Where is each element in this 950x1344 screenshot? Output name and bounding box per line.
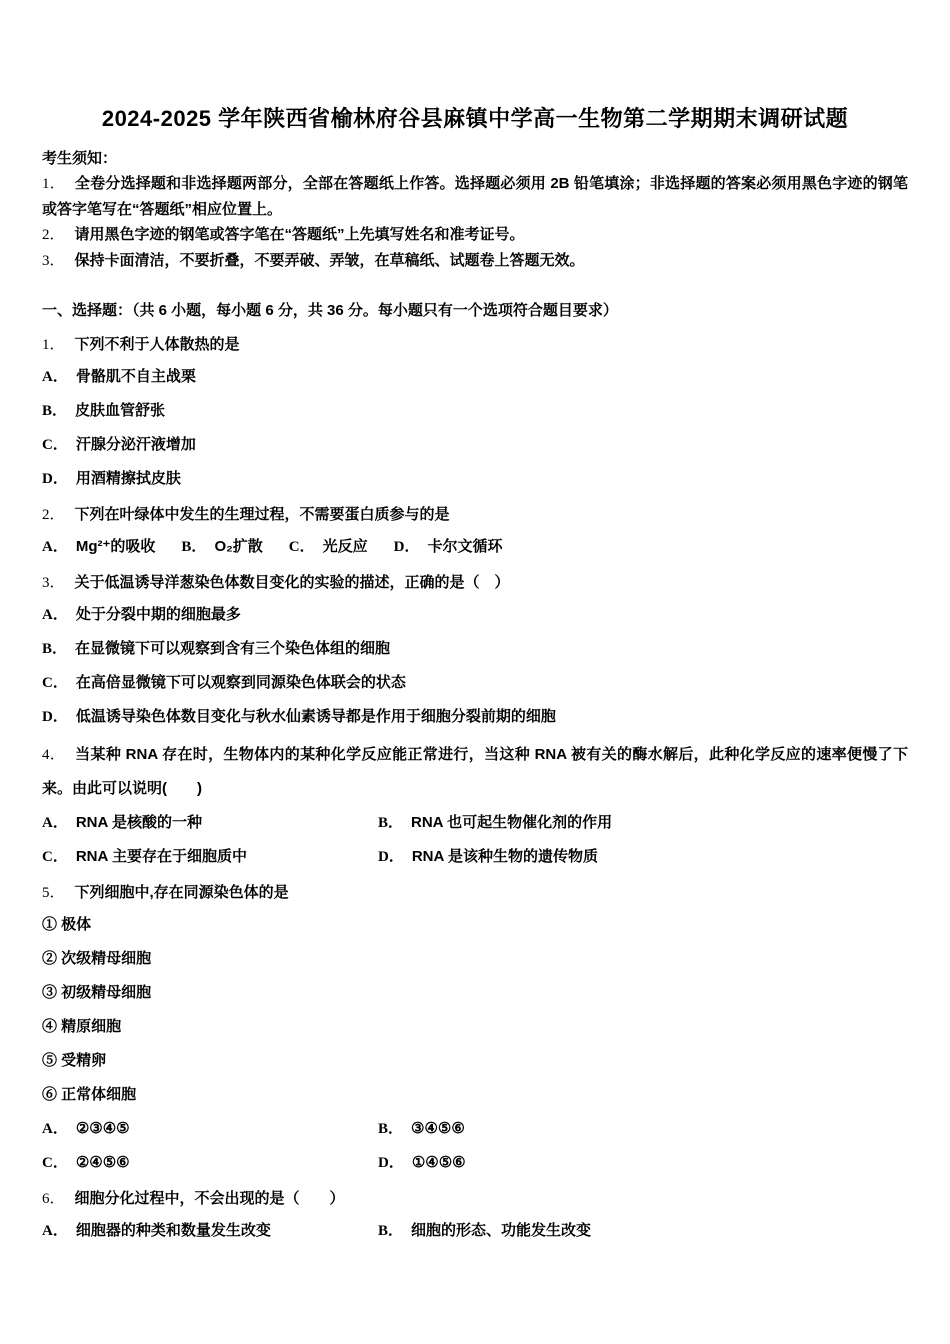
question-5-option-b-text: ③④⑤⑥ bbox=[411, 1120, 465, 1137]
question-5-option-c-text: ②④⑤⑥ bbox=[75, 1154, 130, 1171]
question-2 bbox=[42, 500, 908, 564]
notice-heading: 考生须知： bbox=[42, 150, 118, 167]
question-6-option-a-label: A． bbox=[42, 1223, 68, 1239]
question-3-option-a-label: A． bbox=[42, 607, 68, 623]
question-4-options-row-1 bbox=[42, 806, 908, 840]
question-4-option-c-text: RNA 主要存在于细胞质中 bbox=[75, 848, 247, 865]
question-1-option-b-text: 皮肤血管舒张 bbox=[75, 402, 166, 419]
question-3-option-b-label: B． bbox=[42, 641, 68, 657]
question-2-option-a-label: A． bbox=[42, 539, 68, 555]
question-3-option-b-text: 在显微镜下可以观察到含有三个染色体组的细胞 bbox=[75, 640, 391, 657]
question-6-option-a bbox=[42, 1214, 378, 1248]
question-5-option-d-label: D． bbox=[378, 1155, 404, 1171]
question-2-option-b bbox=[181, 530, 262, 564]
question-4-option-a bbox=[42, 806, 378, 840]
question-4-option-b-label: B． bbox=[378, 815, 404, 831]
question-3-option-b bbox=[42, 632, 908, 666]
question-5-option-a bbox=[42, 1112, 378, 1146]
question-3-option-a bbox=[42, 598, 908, 632]
question-3-option-c-label: C． bbox=[42, 675, 68, 691]
question-5-options-row-1 bbox=[42, 1112, 908, 1146]
question-4-stem bbox=[42, 738, 908, 806]
question-6-option-a-text: 细胞器的种类和数量发生改变 bbox=[75, 1222, 271, 1239]
question-4-option-a-label: A． bbox=[42, 815, 68, 831]
notice-item-3-text: 保持卡面清洁，不要折叠，不要弄破、弄皱，在草稿纸、试题卷上答题无效。 bbox=[74, 252, 585, 269]
question-4-option-c-label: C． bbox=[42, 849, 68, 865]
question-5-option-a-label: A． bbox=[42, 1121, 68, 1137]
question-6-stem bbox=[42, 1184, 908, 1214]
question-3-option-a-text: 处于分裂中期的细胞最多 bbox=[75, 606, 241, 623]
question-2-option-a bbox=[42, 530, 155, 564]
notice-item-2-number: 2． bbox=[42, 227, 65, 243]
question-2-option-d-text: 卡尔文循环 bbox=[427, 538, 503, 555]
question-5-option-c bbox=[42, 1146, 378, 1180]
question-3-number: 3． bbox=[42, 575, 65, 591]
question-1-option-b-label: B． bbox=[42, 403, 68, 419]
question-1-option-c-text: 汗腺分泌汗液增加 bbox=[75, 436, 196, 453]
question-3-stem bbox=[42, 568, 908, 598]
exam-title: 2024-2025 学年陕西省榆林府谷县麻镇中学高一生物第二学期期末调研试题 bbox=[101, 106, 849, 131]
notice-item-1-number: 1． bbox=[42, 176, 65, 192]
question-4-options-row-2 bbox=[42, 840, 908, 874]
question-5-option-b-label: B． bbox=[378, 1121, 404, 1137]
question-1 bbox=[42, 330, 908, 496]
question-3 bbox=[42, 568, 908, 734]
notice-item-1-text: 全卷分选择题和非选择题两部分，全部在答题纸上作答。选择题必须用 2B 铅笔填涂；非选择题的答案必须用黑色字迹的钢笔或答字笔写在“答题纸”相应位置上。 bbox=[42, 175, 908, 218]
question-6-stem-text: 细胞分化过程中，不会出现的是（ ） bbox=[74, 1190, 345, 1207]
question-5-item-2: ② 次级精母细胞 bbox=[42, 950, 152, 967]
section-heading-choice-questions: 一、选择题：（共 6 小题，每小题 6 分，共 36 分。每小题只有一个选项符合题目要求） bbox=[42, 302, 618, 319]
question-5 bbox=[42, 878, 908, 1180]
question-5-stem-text: 下列细胞中,存在同源染色体的是 bbox=[74, 884, 289, 901]
question-1-option-d-label: D． bbox=[42, 471, 68, 487]
question-1-option-a-label: A． bbox=[42, 369, 68, 385]
question-2-option-d-label: D． bbox=[393, 539, 420, 555]
question-5-number: 5． bbox=[42, 885, 65, 901]
question-5-stem bbox=[42, 878, 908, 908]
question-4-option-a-text: RNA 是核酸的一种 bbox=[75, 814, 202, 831]
question-5-option-a-text: ②③④⑤ bbox=[75, 1120, 130, 1137]
notice-item-2 bbox=[42, 222, 908, 248]
question-2-number: 2． bbox=[42, 507, 65, 523]
question-4-number: 4． bbox=[42, 747, 66, 763]
question-2-option-d bbox=[394, 530, 503, 564]
question-2-option-a-text: Mg²⁺的吸收 bbox=[75, 538, 156, 555]
question-6-number: 6． bbox=[42, 1191, 65, 1207]
question-1-option-c-label: C． bbox=[42, 437, 68, 453]
question-2-option-c-label: C． bbox=[288, 539, 315, 555]
question-3-option-d-label: D． bbox=[42, 709, 68, 725]
question-5-option-d-text: ①④⑤⑥ bbox=[411, 1154, 466, 1171]
question-3-option-c bbox=[42, 666, 908, 700]
question-5-option-c-label: C． bbox=[42, 1155, 68, 1171]
question-4-option-b-text: RNA 也可起生物催化剂的作用 bbox=[411, 814, 613, 831]
question-1-stem bbox=[42, 330, 908, 360]
question-5-options-row-2 bbox=[42, 1146, 908, 1180]
question-2-stem-text: 下列在叶绿体中发生的生理过程，不需要蛋白质参与的是 bbox=[74, 506, 450, 523]
notice-item-3-number: 3． bbox=[42, 253, 65, 269]
question-1-option-b bbox=[42, 394, 908, 428]
question-1-option-a-text: 骨骼肌不自主战栗 bbox=[75, 368, 196, 385]
question-2-option-b-text: O₂扩散 bbox=[214, 538, 263, 555]
question-2-option-c bbox=[289, 530, 368, 564]
candidate-notice bbox=[42, 146, 908, 274]
question-2-stem bbox=[42, 500, 908, 530]
question-5-option-d bbox=[378, 1146, 908, 1180]
question-5-item-6: ⑥ 正常体细胞 bbox=[42, 1086, 137, 1103]
question-1-option-d-text: 用酒精擦拭皮肤 bbox=[75, 470, 181, 487]
question-5-option-b bbox=[378, 1112, 908, 1146]
question-5-item-5: ⑤ 受精卵 bbox=[42, 1052, 107, 1069]
question-4 bbox=[42, 738, 908, 874]
question-5-item-3: ③ 初级精母细胞 bbox=[42, 984, 152, 1001]
question-4-option-d-label: D． bbox=[378, 849, 404, 865]
question-5-item-4: ④ 精原细胞 bbox=[42, 1018, 122, 1035]
question-1-option-c bbox=[42, 428, 908, 462]
question-4-option-d bbox=[378, 840, 908, 874]
question-4-option-b bbox=[378, 806, 908, 840]
question-4-option-c bbox=[42, 840, 378, 874]
question-1-stem-text: 下列不利于人体散热的是 bbox=[74, 336, 240, 353]
question-2-options-row bbox=[42, 530, 908, 564]
question-2-option-b-label: B． bbox=[181, 539, 207, 555]
question-6-options-row-1 bbox=[42, 1214, 908, 1248]
notice-item-2-text: 请用黑色字迹的钢笔或答字笔在“答题纸”上先填写姓名和准考证号。 bbox=[74, 226, 525, 243]
question-2-option-c-text: 光反应 bbox=[322, 538, 368, 555]
question-6-option-b bbox=[378, 1214, 908, 1248]
question-3-option-c-text: 在高倍显微镜下可以观察到同源染色体联会的状态 bbox=[75, 674, 406, 691]
question-6-option-b-label: B． bbox=[378, 1223, 404, 1239]
question-3-stem-text: 关于低温诱导洋葱染色体数目变化的实验的描述，正确的是（ ） bbox=[74, 574, 510, 591]
notice-item-1 bbox=[42, 171, 908, 222]
question-3-option-d-text: 低温诱导染色体数目变化与秋水仙素诱导都是作用于细胞分裂前期的细胞 bbox=[75, 708, 556, 725]
question-4-stem-text: 当某种 RNA 存在时，生物体内的某种化学反应能正常进行，当这种 RNA 被有关的酶水解后，此种化学反应的速率便慢了下来。由此可以说明( ) bbox=[42, 746, 908, 797]
question-6-option-b-text: 细胞的形态、功能发生改变 bbox=[411, 1222, 592, 1239]
question-5-item-1: ① 极体 bbox=[42, 916, 92, 933]
question-4-option-d-text: RNA 是该种生物的遗传物质 bbox=[411, 848, 598, 865]
question-6 bbox=[42, 1184, 908, 1248]
question-1-number: 1． bbox=[42, 337, 65, 353]
question-1-option-d bbox=[42, 462, 908, 496]
question-3-option-d bbox=[42, 700, 908, 734]
question-1-option-a bbox=[42, 360, 908, 394]
notice-item-3 bbox=[42, 248, 908, 274]
